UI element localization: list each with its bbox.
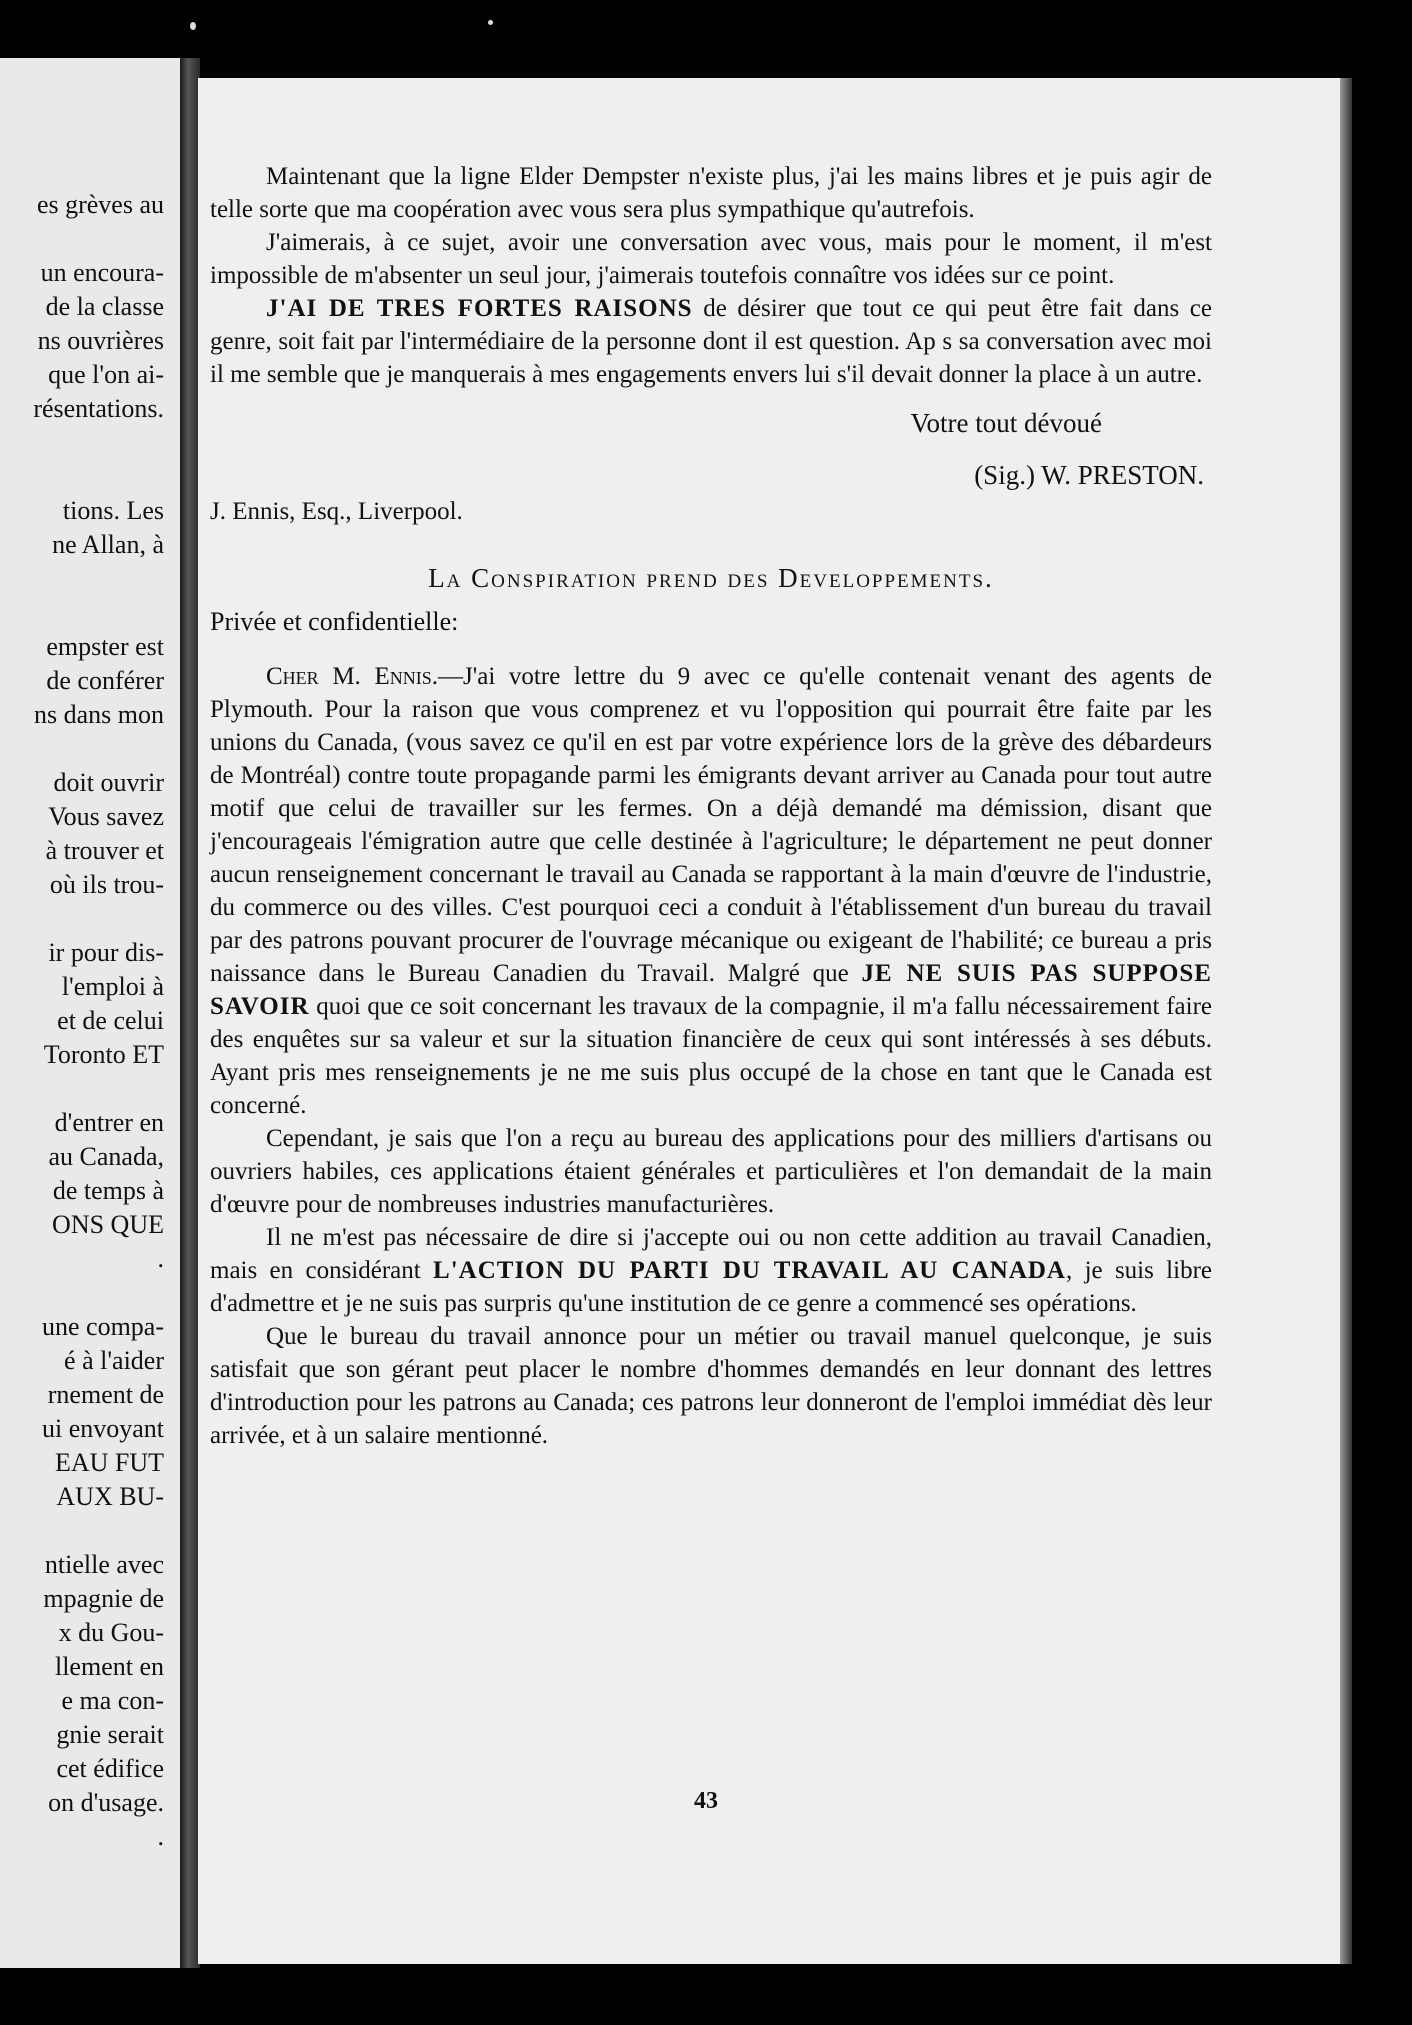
scan-speck <box>190 22 196 30</box>
letter-paragraph-3 <box>210 292 1212 391</box>
left-page-line: et de celui <box>57 1006 164 1035</box>
left-page-line: l'emploi à <box>61 972 164 1001</box>
left-page-line: EAU FUT <box>54 1448 164 1477</box>
section-paragraph-3 <box>210 1221 1212 1320</box>
left-page-line: d'entrer en <box>54 1108 164 1137</box>
left-page-line: ONS QUE <box>52 1210 164 1239</box>
left-page-line: résentations. <box>33 394 164 423</box>
left-page-line: Toronto ET <box>43 1040 164 1069</box>
left-page-line: Vous savez <box>48 802 164 831</box>
left-page-line: x du Gou- <box>58 1618 164 1647</box>
section-paragraph-1-a: —J'ai votre lettre du 9 avec ce qu'elle contenait venant des agents de Plymouth. Pour la raison que vous comprenez et vu l'opposition qui pourrait être faite par les unions du Canada, (vous savez ce qu'il en est par votre expérience lors de la grève des débardeurs de Montréal) contre toute propagande parmi les émigrants devant arriver au Canada pour tout autre motif que celui de travailler sur les fermes. On a déjà demandé ma démission, disant que j'encourageais l'émigration autre que celle destinée à l'agriculture; le département ne peut donner aucun renseignement concernant le travail au Canada se rapportant à la main d'œuvre de l'industrie, du commerce ou des villes. C'est pourquoi ceci a conduit à l'établissement d'un bureau du travail par des patrons pouvant procurer de l'ouvrage mécanique ou exigeant de l'habilité; ce bureau a pris naissance dans le Bureau Canadien du Travail. Malgré que <box>210 663 1212 987</box>
letter-paragraph-2: J'aimerais, à ce sujet, avoir une conversation avec vous, mais pour le moment, il m'est impossible de m'absenter un seul jour, j'aimerais toutefois connaître vos idées sur ce point. <box>210 229 1212 289</box>
left-page-line: cet édifice <box>56 1754 164 1783</box>
salutation-lead: Cher M. Ennis. <box>266 663 438 690</box>
left-page-line: à trouver et <box>45 836 164 865</box>
left-page-line: une compa- <box>41 1312 164 1341</box>
left-page-line: ns dans mon <box>34 700 164 729</box>
left-page-line: au Canada, <box>48 1142 164 1171</box>
left-page-line: ntielle avec <box>44 1550 164 1579</box>
left-page-line: rnement de <box>47 1380 164 1409</box>
left-page-line: un encoura- <box>40 258 164 287</box>
left-page-line: e ma con- <box>61 1686 164 1715</box>
left-page-line: ui envoyant <box>41 1414 164 1443</box>
section-paragraph-1 <box>210 660 1212 1122</box>
left-page-line: é à l'aider <box>64 1346 164 1375</box>
section-paragraph-3-b: , je suis libre d'admettre et je ne suis pas surpris qu'une institution de ce genre a commencé ses opérations. <box>210 1257 1212 1317</box>
page-text <box>210 160 1212 1452</box>
emphasis-caps-2: JE NE SUIS PAS SUPPOSE SAVOIR <box>210 960 1212 1020</box>
left-page-fragment <box>0 58 180 1968</box>
left-page-line: tions. Les <box>62 496 164 525</box>
section-heading: La Conspiration prend des Developpements. <box>428 563 994 593</box>
section-paragraph-1-b: quoi que ce soit concernant les travaux de la compagnie, il m'a fallu nécessairement faire des enquêtes sur sa valeur et sur la situation financière de ceux qui sont intéressés à ses débuts. Ayant pris mes renseignements je ne me suis plus occupé de la chose en tant que le Canada est concerné. <box>210 993 1212 1119</box>
letter-closing: Votre tout dévoué <box>910 408 1102 438</box>
section-paragraph-2: Cependant, je sais que l'on a reçu au bureau des applications pour des milliers d'artisans ou ouvriers habiles, ces applications étaient générales et particulières et l'on demandait de la main d'œuvre pour de nombreuses industries manufacturières. <box>210 1125 1212 1218</box>
left-page-line: ir pour dis- <box>48 938 164 967</box>
left-page-line: de temps à <box>52 1176 164 1205</box>
left-page-line: doit ouvrir <box>53 768 164 797</box>
left-page-line: llement en <box>54 1652 164 1681</box>
left-page-line: ne Allan, à <box>52 530 164 559</box>
left-page-line: ns ouvrières <box>37 326 164 355</box>
left-page-line: . <box>157 1822 164 1851</box>
emphasis-caps-3: L'ACTION DU PARTI DU TRAVAIL AU CANADA <box>433 1257 1066 1284</box>
left-page-line: gnie serait <box>56 1720 164 1749</box>
left-page-line: empster est <box>46 632 164 661</box>
left-page-line: que l'on ai- <box>48 360 164 389</box>
page-edge <box>1340 78 1352 1964</box>
left-page-line: . <box>157 1244 164 1273</box>
left-page-line: mpagnie de <box>43 1584 164 1613</box>
emphasis-caps: J'AI DE TRES FORTES RAISONS <box>266 295 693 322</box>
letter-marking: Privée et confidentielle: <box>210 607 459 636</box>
scan-speck <box>488 20 493 25</box>
section-paragraph-3-a: Il ne m'est pas nécessaire de dire si j'accepte oui ou non cette addition au travail Canadien, mais en considérant <box>210 1224 1212 1284</box>
letter-signature: (Sig.) W. PRESTON. <box>974 460 1204 490</box>
left-page-line: on d'usage. <box>48 1788 164 1817</box>
left-page-line: AUX BU- <box>56 1482 164 1511</box>
letter-paragraph-3-text: de désirer que tout ce qui peut être fait dans ce genre, soit fait par l'intermédiaire de la personne dont il est question. Ap s sa conversation avec moi il me semble que je manquerais à mes engagements envers lui s'il devait donner la place à un autre. <box>210 295 1212 388</box>
left-page-line: de la classe <box>45 292 164 321</box>
left-page-line: où ils trou- <box>49 870 164 899</box>
letter-addressee: J. Ennis, Esq., Liverpool. <box>210 498 463 525</box>
book-gutter <box>180 58 200 1968</box>
left-page-line: de conférer <box>46 666 164 695</box>
section-paragraph-4: Que le bureau du travail annonce pour un métier ou travail manuel quelconque, je suis satisfait que son gérant peut placer le nombre d'hommes demandés en leur donnant des lettres d'introduction pour les patrons au Canada; ces patrons leur donneront de l'emploi immédiat dès leur arrivée, et à un salaire mentionné. <box>210 1323 1212 1449</box>
letter-paragraph-1: Maintenant que la ligne Elder Dempster n'existe plus, j'ai les mains libres et je puis agir de telle sorte que ma coopération avec vous sera plus sympathique qu'autrefois. <box>210 163 1212 223</box>
left-page-line: es grèves au <box>36 190 164 219</box>
page-number: 43 <box>694 1788 718 1814</box>
